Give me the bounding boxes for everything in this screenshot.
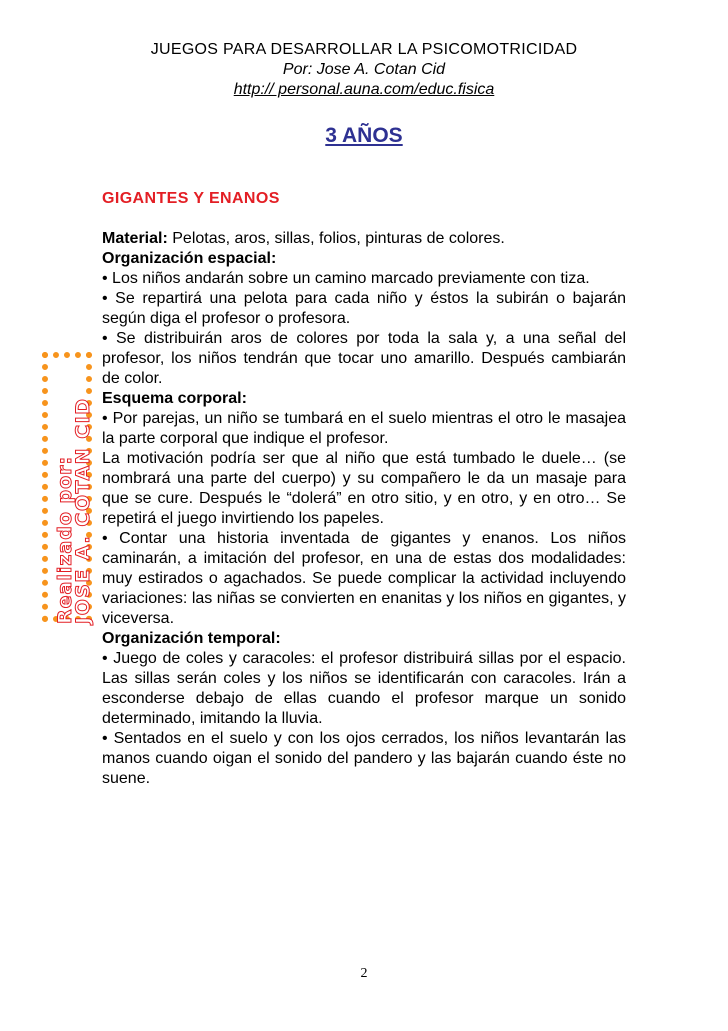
material-label: Material:	[102, 230, 168, 247]
spatial-item: • Los niños andarán sobre un camino marcado previamente con tiza.	[102, 270, 590, 287]
material-paragraph	[102, 229, 626, 249]
page-number: 2	[360, 966, 368, 981]
author-stamp-text	[56, 398, 92, 624]
header-url-link[interactable]: http:// personal.auna.com/educ.fisica	[233, 81, 495, 98]
author-stamp-line1: Realizado por:	[54, 455, 76, 624]
spatial-item: • Se distribuirán aros de colores por toda la sala y, a una señal del profesor, los niños tendrán que tocar uno amarillo. Después cambiarán de color.	[102, 330, 626, 387]
material-text: Pelotas, aros, sillas, folios, pinturas de colores.	[167, 230, 505, 247]
document-header	[0, 40, 728, 100]
author-stamp	[42, 352, 92, 622]
age-title: 3 AÑOS	[325, 124, 403, 147]
spatial-item: • Se repartirá una pelota para cada niño y éstos la subirán o bajarán según diga el profesor o profesora.	[102, 290, 626, 327]
header-title: JUEGOS PARA DESARROLLAR LA PSICOMOTRICIDAD	[150, 41, 578, 58]
spatial-heading: Organización espacial:	[102, 250, 277, 267]
author-stamp-line2: JOSE A. COTAN CID	[72, 397, 94, 624]
header-author: Por: Jose A. Cotan Cid	[282, 61, 446, 78]
temporal-heading: Organización temporal:	[102, 630, 281, 647]
temporal-item: • Juego de coles y caracoles: el profesor distribuirá sillas por el espacio. Las sillas serán coles y los niños se identificarán con caracoles. Irán a esconderse debajo de ellas cuando el profesor marque un sonido determinado, imitando la lluvia.	[102, 650, 626, 727]
body-scheme-item: • Por parejas, un niño se tumbará en el suelo mientras el otro le masajea la parte corporal que indique el profesor.	[102, 410, 626, 447]
body-scheme-heading: Esquema corporal:	[102, 390, 247, 407]
body-scheme-item: • Contar una historia inventada de gigantes y enanos. Los niños caminarán, a imitación del profesor, en una de estas dos modalidades: muy estirados o agachados. Se puede complicar la actividad incluyendo variaciones: las niñas se convierten en enanitas y los niños en gigantes, y viceversa.	[102, 530, 626, 627]
temporal-item: • Sentados en el suelo y con los ojos cerrados, los niños levantarán las manos cuando oigan el sonido del pandero y las bajarán cuando éste no suene.	[102, 730, 626, 787]
game-title: GIGANTES Y ENANOS	[102, 190, 280, 207]
document-body	[102, 189, 626, 789]
body-scheme-item: La motivación podría ser que al niño que está tumbado le duele… (se nombrará una parte del cuerpo) y su compañero le da un masaje para que se cure. Después le “dolerá” en otro sitio, y en otro, y en otro… Se repetirá el juego invirtiendo los papeles.	[102, 450, 626, 527]
